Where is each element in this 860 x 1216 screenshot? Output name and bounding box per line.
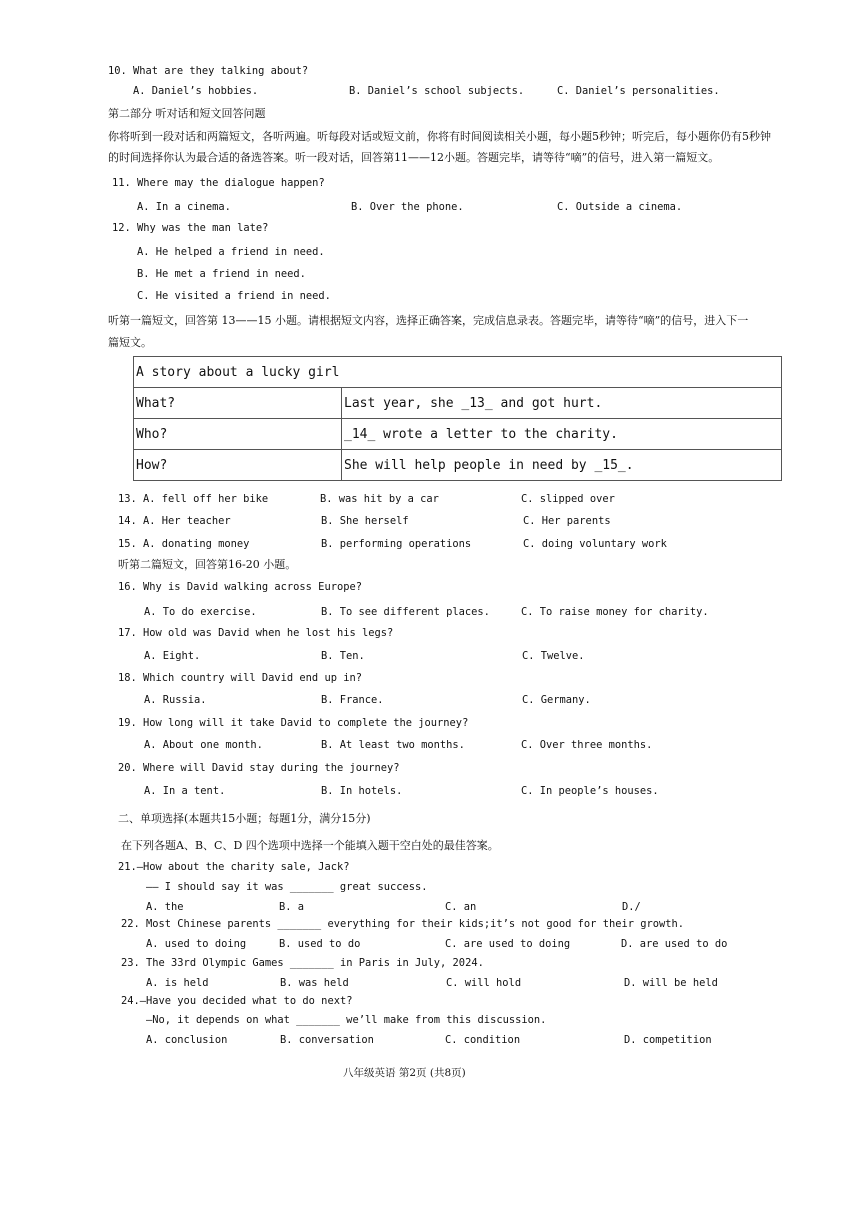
- part2-intro-line2: 的时间选择你认为最合适的备选答案。听一段对话，回答第11——12小题。答题完毕，请等待“嘀”的信号，进入第一篇短文。: [108, 151, 720, 164]
- question-16-stem: 16. Why is David walking across Europe?: [118, 581, 362, 593]
- page-footer: 八年级英语 第2页 (共8页): [343, 1067, 466, 1079]
- question-16-option-c: C. To raise money for charity.: [521, 606, 709, 618]
- question-23-option-a: A. is held: [146, 977, 209, 989]
- question-15-option-a: 15. A. donating money: [118, 538, 250, 550]
- question-24-option-c: C. condition: [445, 1034, 521, 1046]
- section2-title: 二、单项选择(本题共15小题；每题1分，满分15分): [118, 812, 371, 825]
- table-row-key: How?: [134, 450, 342, 481]
- section2-intro: 在下列各题A、B、C、D 四个选项中选择一个能填入题干空白处的最佳答案。: [121, 839, 499, 852]
- question-22-option-a: A. used to doing: [146, 938, 247, 950]
- question-24-option-d: D. competition: [624, 1034, 712, 1046]
- question-12-option-b: B. He met a friend in need.: [137, 268, 306, 280]
- question-23-option-c: C. will hold: [446, 977, 522, 989]
- question-10-stem: 10. What are they talking about?: [108, 65, 309, 77]
- table-row-key: What?: [134, 388, 342, 419]
- question-11-option-b: B. Over the phone.: [351, 201, 464, 213]
- question-14-option-b: B. She herself: [321, 515, 409, 527]
- table-title-row: [134, 357, 782, 388]
- question-17-option-b: B. Ten.: [321, 650, 365, 662]
- question-17-option-a: A. Eight.: [144, 650, 201, 662]
- question-21-option-d: D./: [622, 901, 641, 913]
- question-23-option-b: B. was held: [280, 977, 349, 989]
- question-17-option-c: C. Twelve.: [522, 650, 585, 662]
- question-18-option-b: B. France.: [321, 694, 384, 706]
- question-10-option-a: A. Daniel’s hobbies.: [133, 85, 259, 97]
- question-11-option-a: A. In a cinema.: [137, 201, 231, 213]
- table-row-value: _14_ wrote a letter to the charity.: [342, 419, 782, 450]
- question-23-stem: 23. The 33rd Olympic Games _______ in Paris in July, 2024.: [121, 957, 484, 969]
- question-22-option-b: B. used to do: [279, 938, 361, 950]
- question-15-option-b: B. performing operations: [321, 538, 472, 550]
- info-table: [133, 356, 782, 481]
- question-11-stem: 11. Where may the dialogue happen?: [112, 177, 325, 189]
- question-12-option-a: A. He helped a friend in need.: [137, 246, 325, 258]
- part2-intro-line1: 你将听到一段对话和两篇短文，各听两遍。听每段对话或短文前，你将有时间阅读相关小题，每小题5秒钟；听完后，每小题你仍有5秒钟: [108, 130, 771, 143]
- question-18-stem: 18. Which country will David end up in?: [118, 672, 362, 684]
- question-21-line2: —— I should say it was _______ great success.: [146, 881, 428, 893]
- question-22-stem: 22. Most Chinese parents _______ everything for their kids;it’s not good for their growth.: [121, 918, 685, 930]
- question-24-line2: —No, it depends on what _______ we’ll make from this discussion.: [146, 1014, 547, 1026]
- table-row-value: She will help people in need by _15_.: [342, 450, 782, 481]
- question-10-option-b: B. Daniel’s school subjects.: [349, 85, 525, 97]
- question-16-option-a: A. To do exercise.: [144, 606, 257, 618]
- question-19-stem: 19. How long will it take David to complete the journey?: [118, 717, 469, 729]
- question-24-line1: 24.—Have you decided what to do next?: [121, 995, 353, 1007]
- question-11-option-c: C. Outside a cinema.: [557, 201, 683, 213]
- question-19-option-a: A. About one month.: [144, 739, 263, 751]
- question-20-stem: 20. Where will David stay during the journey?: [118, 762, 400, 774]
- table-row-value: Last year, she _13_ and got hurt.: [342, 388, 782, 419]
- question-20-option-a: A. In a tent.: [144, 785, 226, 797]
- part2-title: 第二部分 听对话和短文回答问题: [108, 107, 266, 120]
- question-16-option-b: B. To see different places.: [321, 606, 490, 618]
- table-row-key: Who?: [134, 419, 342, 450]
- question-22-option-c: C. are used to doing: [445, 938, 571, 950]
- question-20-option-b: B. In hotels.: [321, 785, 403, 797]
- question-19-option-c: C. Over three months.: [521, 739, 653, 751]
- question-21-line1: 21.—How about the charity sale, Jack?: [118, 861, 350, 873]
- passage2-intro: 听第二篇短文，回答第16-20 小题。: [118, 558, 297, 571]
- question-24-option-a: A. conclusion: [146, 1034, 228, 1046]
- question-24-option-b: B. conversation: [280, 1034, 374, 1046]
- question-22-option-d: D. are used to do: [621, 938, 728, 950]
- passage1-intro-line1: 听第一篇短文，回答第 13——15 小题。请根据短文内容，选择正确答案，完成信息录表。答题完毕，请等待“嘀”的信号，进入下一: [108, 314, 749, 327]
- question-13-option-a: 13. A. fell off her bike: [118, 493, 269, 505]
- question-15-option-c: C. doing voluntary work: [523, 538, 667, 550]
- question-13-option-b: B. was hit by a car: [320, 493, 439, 505]
- question-14-option-a: 14. A. Her teacher: [118, 515, 231, 527]
- question-18-option-c: C. Germany.: [522, 694, 591, 706]
- question-17-stem: 17. How old was David when he lost his legs?: [118, 627, 394, 639]
- question-18-option-a: A. Russia.: [144, 694, 207, 706]
- table-row: [134, 450, 782, 481]
- question-21-option-a: A. the: [146, 901, 184, 913]
- question-13-option-c: C. slipped over: [521, 493, 615, 505]
- question-20-option-c: C. In people’s houses.: [521, 785, 659, 797]
- question-10-option-c: C. Daniel’s personalities.: [557, 85, 720, 97]
- table-row: [134, 419, 782, 450]
- question-12-stem: 12. Why was the man late?: [112, 222, 269, 234]
- question-19-option-b: B. At least two months.: [321, 739, 465, 751]
- question-21-option-c: C. an: [445, 901, 477, 913]
- table-title: A story about a lucky girl: [134, 357, 782, 388]
- question-23-option-d: D. will be held: [624, 977, 718, 989]
- question-21-option-b: B. a: [279, 901, 305, 913]
- passage1-intro-line2: 篇短文。: [108, 336, 152, 349]
- table-row: [134, 388, 782, 419]
- question-14-option-c: C. Her parents: [523, 515, 611, 527]
- question-12-option-c: C. He visited a friend in need.: [137, 290, 331, 302]
